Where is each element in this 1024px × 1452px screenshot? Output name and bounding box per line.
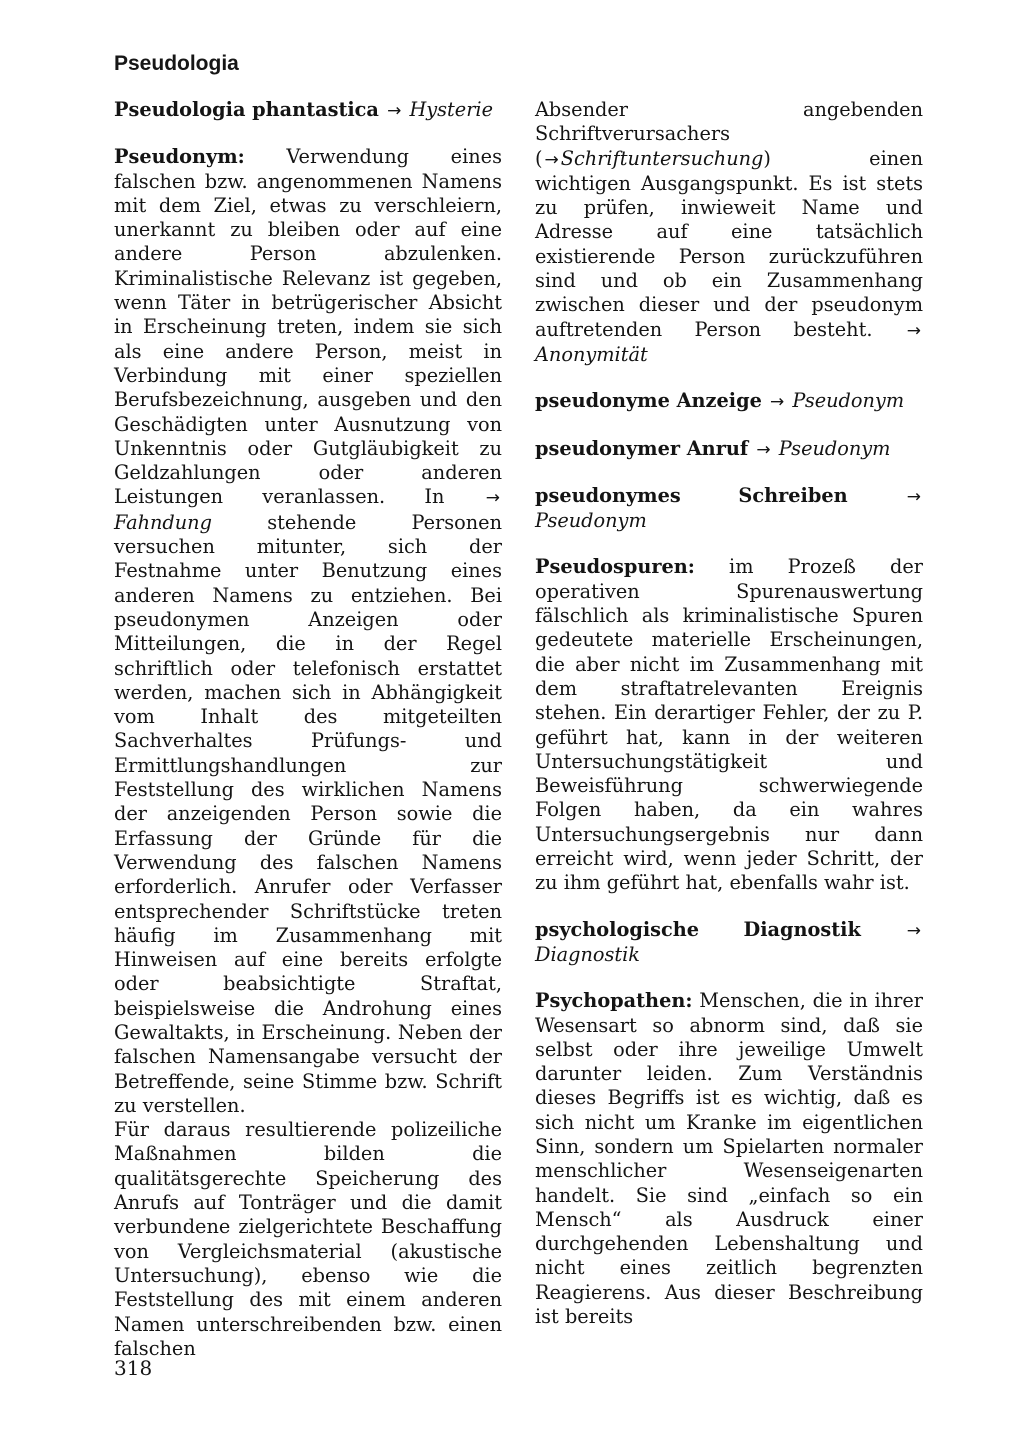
cross-reference-arrow-icon: → bbox=[544, 149, 559, 170]
entry-psychologische-diagnostik bbox=[535, 918, 923, 968]
cross-reference[interactable]: Pseudonym bbox=[792, 389, 905, 413]
cross-reference-arrow-icon: → bbox=[485, 488, 500, 509]
entry-term: Pseudospuren: bbox=[535, 555, 695, 579]
entry-term: pseudonymer Anruf bbox=[535, 436, 749, 460]
running-head: Pseudologia bbox=[114, 52, 239, 75]
cross-reference-arrow-icon: → bbox=[906, 920, 921, 941]
entry-paragraph bbox=[114, 145, 502, 1118]
cross-reference-arrow-icon: → bbox=[906, 486, 921, 507]
page-number: 318 bbox=[114, 1356, 153, 1380]
entry-pseudospuren bbox=[535, 555, 923, 895]
cross-reference-arrow-icon: → bbox=[756, 439, 771, 460]
cross-reference[interactable]: Pseudonym bbox=[535, 509, 647, 533]
cross-reference-arrow-icon: → bbox=[906, 320, 921, 341]
cross-reference[interactable]: Fahndung bbox=[114, 510, 212, 534]
entry-pseudologia-phantastica bbox=[114, 98, 502, 123]
cross-reference[interactable]: Pseudonym bbox=[778, 436, 891, 460]
entry-pseudonymer-anruf bbox=[535, 437, 923, 462]
left-column bbox=[114, 98, 502, 1361]
cross-reference[interactable]: Hysterie bbox=[409, 98, 494, 121]
cross-reference-arrow-icon: → bbox=[769, 392, 785, 413]
entry-paragraph: Für daraus resultierende polizeiliche Maßnahmen bilden die qualitätsgerechte Speicherung des Anrufs auf Tonträger und die damit verbundene zielgerichtete Beschaffung von Vergleichsmaterial (akustische Untersuchung), ebenso wie die Feststellung des mit einem anderen Namen unterschreibenden bzw. einen falschen bbox=[114, 1118, 502, 1360]
entry-pseudonyme-anzeige bbox=[535, 389, 923, 414]
entry-text: Absender angebenden Schriftverursachers ( bbox=[535, 98, 923, 170]
entry-term: Pseudologia phantastica bbox=[114, 98, 379, 121]
entry-pseudonymes-schreiben bbox=[535, 484, 923, 534]
cross-reference-arrow-icon: → bbox=[387, 101, 402, 121]
entry-continuation bbox=[535, 98, 923, 367]
entry-pseudonym bbox=[114, 145, 502, 1361]
entry-term: Psychopathen: bbox=[535, 989, 693, 1013]
cross-reference[interactable]: Diagnostik bbox=[535, 942, 640, 966]
cross-reference[interactable]: Schriftuntersuchung bbox=[560, 146, 764, 170]
right-column bbox=[535, 98, 923, 1329]
entry-term: Pseudonym: bbox=[114, 145, 245, 169]
entry-term: pseudonyme Anzeige bbox=[535, 389, 762, 413]
cross-reference[interactable]: Anonymität bbox=[535, 342, 648, 366]
entry-text: stehende Personen versuchen mitunter, sich der Festnahme unter Benutzung eines anderen Namens zu entziehen. Bei pseudonymen Anzeigen oder Mitteilungen, die in der Regel schriftlich oder telefonisch erstattet werden, machen sich in Abhängigkeit vom Inhalt des mitgeteilten Sachverhaltes Prüfungs- und Ermittlungshandlungen zur Feststellung des wirklichen Namens der anzeigenden Person sowie die Erfassung der Gründe für die Verwendung des falschen Namens erforderlich. Anrufer oder Verfasser entsprechender Schriftstücke treten häufig im Zusammenhang mit Hinweisen auf eine bereits erfolgte oder beabsichtigte Straftat, beispielsweise die Androhung eines Gewaltakts, in Erscheinung. Neben der falschen Namensangabe versucht der Betreffende, seine Stimme bzw. Schrift zu verstellen. bbox=[114, 510, 502, 1117]
entry-text: Menschen, die in ihrer Wesensart so abnorm sind, daß sie selbst oder ihre jeweilige Umwelt darunter leiden. Zum Verständnis dieses Begriffs ist es wichtig, daß es sich nicht um Kranke im eigentlichen Sinn, sondern um Spielarten normaler menschlicher Wesenseigenarten handelt. Sie sind „einfach so ein Mensch“ als Ausdruck einer durchgehenden Lebenshaltung und nicht eines zeitlich begrenzten Reagierens. Aus dieser Beschreibung ist bereits bbox=[535, 989, 923, 1329]
entry-term: pseudonymes Schreiben bbox=[535, 483, 848, 507]
entry-text: ) einen wichtigen Ausgangspunkt. Es ist stets zu prüfen, inwieweit Name und Adresse auf eine tatsächlich existierende Person zurückzuführen sind und ob ein Zusammenhang zwischen dieser und der pseudonym auftretenden Person besteht. bbox=[535, 146, 923, 341]
entry-psychopathen bbox=[535, 989, 923, 1329]
entry-text: im Prozeß der operativen Spurenauswertung fälschlich als kriminalistische Spuren gedeutete materielle Erscheinungen, die aber nicht im Zusammenhang mit dem straftatrelevanten Ereignis stehen. Ein derartiger Fehler, der zu P. geführt hat, kann in der weiteren Untersuchungstätigkeit und Beweisführung schwerwiegende Folgen haben, da ein wahres Untersuchungsergebnis nur dann erreicht wird, wenn jeder Schritt, der zu ihm geführt hat, ebenfalls wahr ist. bbox=[535, 555, 923, 895]
entry-term: psychologische Diagnostik bbox=[535, 917, 861, 941]
entry-text: Verwendung eines falschen bzw. angenommenen Namens mit dem Ziel, etwas zu verschleiern, unerkannt zu bleiben oder auf eine andere Person abzulenken. Kriminalistische Relevanz ist gegeben, wenn Täter in betrügerischer Absicht in Erscheinung treten, indem sie sich als eine andere Person, meist in Verbindung mit einer speziellen Berufsbezeichnung, ausgeben und den Geschädigten unter Ausnutzung von Unkenntnis oder Gutgläubigkeit zu Geldzahlungen oder anderen Leistungen veranlassen. In bbox=[114, 145, 502, 509]
